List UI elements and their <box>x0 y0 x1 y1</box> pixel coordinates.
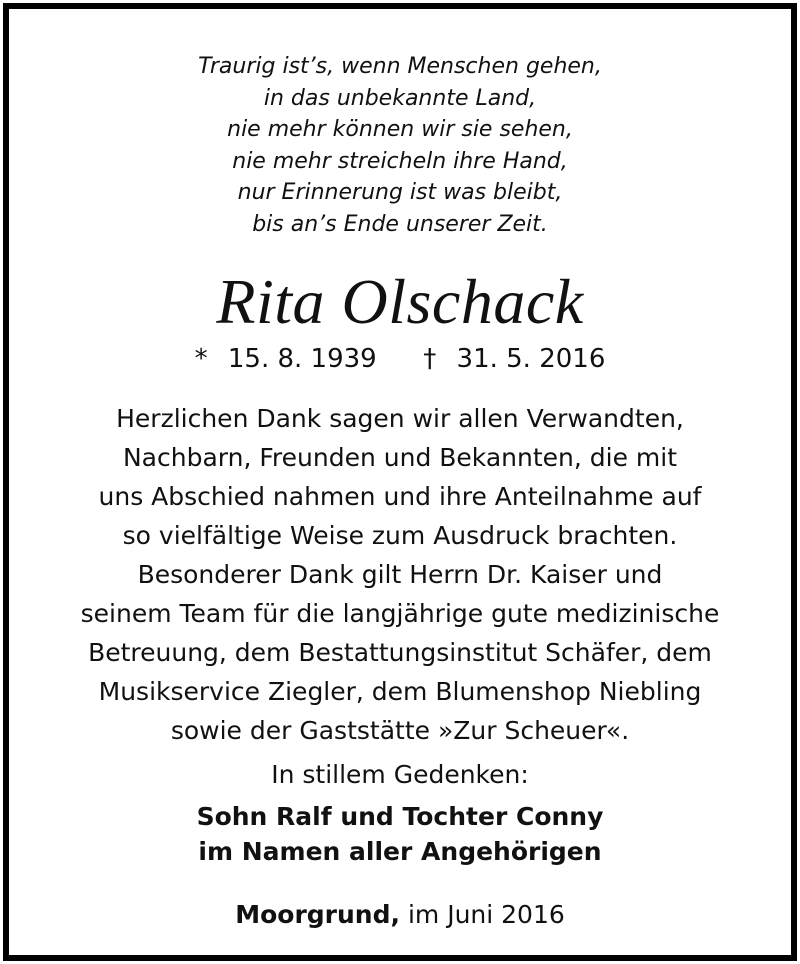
thanks-line: Nachbarn, Freunden und Bekannten, die mit <box>122 443 678 472</box>
birth-symbol: * <box>194 344 208 374</box>
signers <box>9 799 791 869</box>
memory-intro: In stillem Gedenken: <box>271 760 529 789</box>
poem-line: Traurig ist’s, wenn Menschen gehen, <box>198 54 602 79</box>
death-symbol: † <box>423 344 437 374</box>
poem-line: nie mehr können wir sie sehen, <box>227 117 573 142</box>
poem-line: nie mehr streicheln ihre Hand, <box>232 148 568 174</box>
thanks-line: Herzlichen Dank sagen wir allen Verwandten, <box>116 404 684 433</box>
thanks-line: Betreuung, dem Bestattungsinstitut Schäfer, dem <box>88 638 712 667</box>
date-line: im Juni 2016 <box>407 900 565 929</box>
death-date: 31. 5. 2016 <box>456 344 606 374</box>
obituary-frame <box>3 3 797 961</box>
thanks-line: sowie der Gaststätte »Zur Scheuer«. <box>170 716 630 745</box>
thanks-line: seinem Team für die langjährige gute medizinische <box>80 599 720 628</box>
place-name: Moorgrund, <box>235 900 400 929</box>
poem-line: in das unbekannte Land, <box>263 85 537 111</box>
birth-date: 15. 8. 1939 <box>227 344 377 374</box>
thanks-line: Musikservice Ziegler, dem Blumenshop Niebling <box>98 677 702 706</box>
poem-line: bis an’s Ende unserer Zeit. <box>252 211 548 237</box>
signer-line: im Namen aller Angehörigen <box>198 837 602 866</box>
signer-line: Sohn Ralf und Tochter Conny <box>196 802 604 831</box>
deceased-name: Rita Olschack <box>216 266 584 337</box>
poem <box>9 51 791 240</box>
thanks-text <box>9 399 791 750</box>
thanks-line: so vielfältige Weise zum Ausdruck brachten. <box>122 521 678 550</box>
poem-line: nur Erinnerung ist was bleibt, <box>237 180 563 205</box>
thanks-line: Besonderer Dank gilt Herrn Dr. Kaiser und <box>137 560 663 589</box>
thanks-line: uns Abschied nahmen und ihre Anteilnahme auf <box>98 482 702 511</box>
place-date <box>9 895 791 935</box>
life-dates <box>9 341 791 377</box>
